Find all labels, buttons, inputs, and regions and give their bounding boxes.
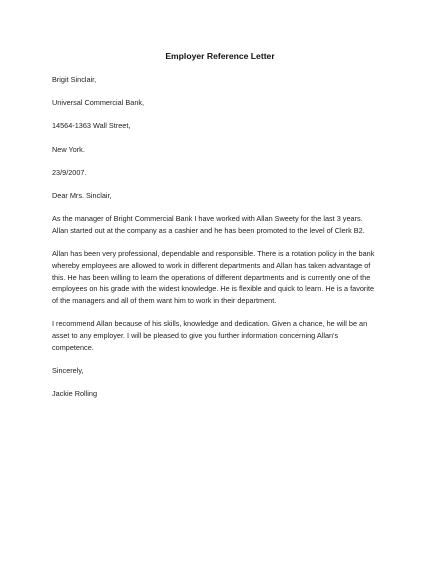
paragraph-line: competence.	[52, 342, 94, 352]
paragraph-recommendation	[52, 318, 392, 353]
paragraph-line: of the managers and all of them want him to work in their department.	[52, 295, 277, 305]
letter-title: Employer Reference Letter	[165, 51, 275, 61]
signature-name: Jackie Rolling	[52, 388, 98, 398]
paragraph-line: Allan has been very professional, dependable and responsible. There is a rotation policy in the bank	[52, 249, 375, 259]
salutation: Dear Mrs. Sinclair,	[52, 191, 112, 201]
paragraph-line: Allan started out at the company as a cashier and he has been promoted to the level of Clerk B2.	[52, 225, 365, 235]
paragraph-line: As the manager of Bright Commercial Bank I have worked with Allan Sweety for the last 3 years.	[52, 214, 363, 224]
recipient-name: Brigit Sinclair,	[52, 75, 97, 84]
paragraph-line: employees on his grade with the widest knowledge. He is flexible and quick to learn. He is a favorite	[52, 284, 375, 294]
paragraph-line: whereby employees are allowed to work in different departments and Allan has taken advantage of	[52, 260, 371, 270]
paragraph-line: asset to any employer. I will be pleased to give you further information concerning Allan's	[52, 330, 339, 340]
letter-date: 23/9/2007.	[52, 167, 87, 177]
recipient-street: 14564-1363 Wall Street,	[52, 121, 131, 131]
paragraph-line: this. He has been willing to learn the operations of different departments and is currently one of the	[52, 272, 371, 282]
paragraph-intro	[52, 213, 392, 236]
recipient-company: Universal Commercial Bank,	[52, 98, 145, 108]
closing: Sincerely,	[52, 365, 84, 375]
recipient-city: New York.	[52, 144, 85, 154]
paragraph-character	[52, 248, 392, 307]
paragraph-line: I recommend Allan because of his skills, knowledge and dedication. Given a chance, he will be an	[52, 319, 368, 329]
letter-body	[52, 74, 392, 411]
